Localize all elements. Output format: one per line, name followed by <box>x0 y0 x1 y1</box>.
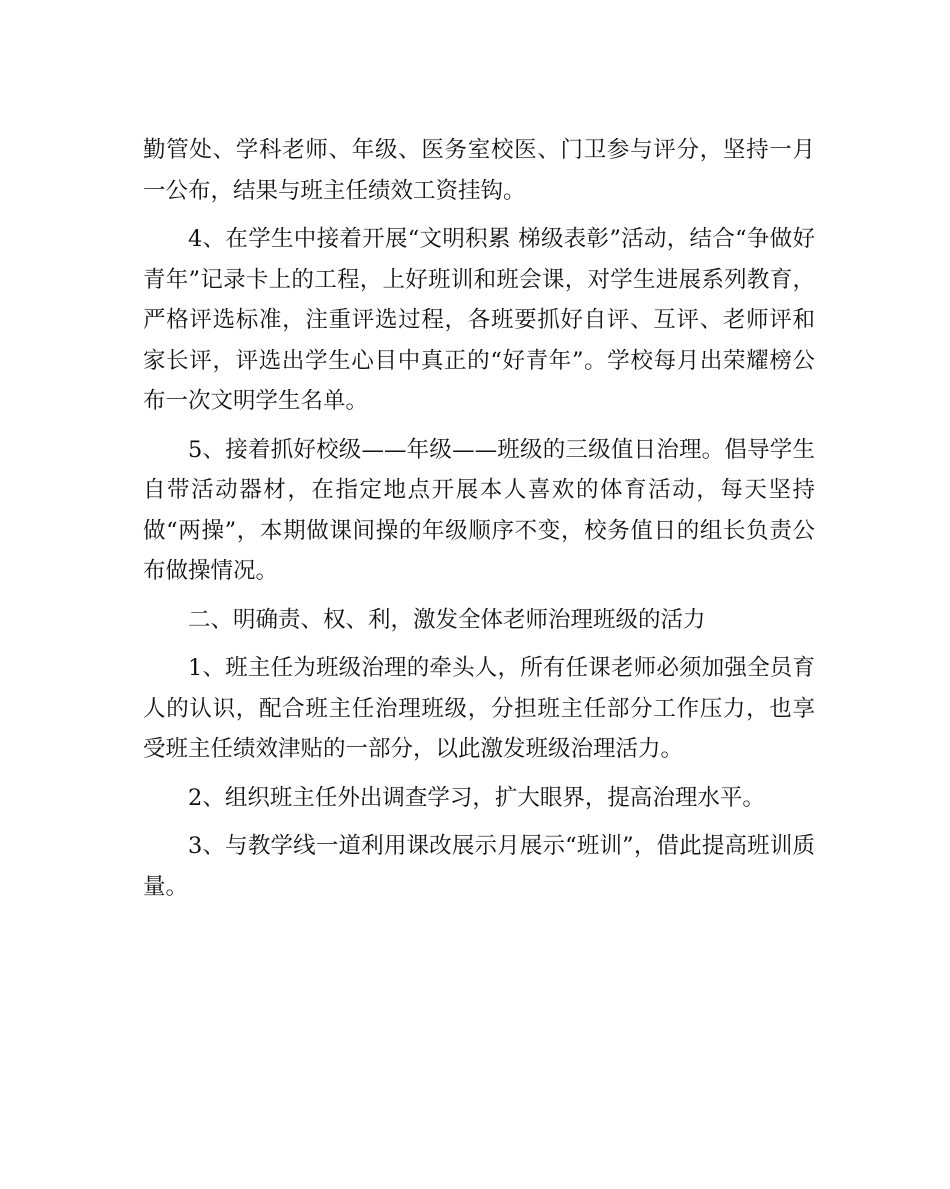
paragraph-item-4: 4、在学生中接着开展“文明积累 梯级表彰”活动，结合“争做好青年”记录卡上的工程，上好班训和班会课，对学生进展系列教育，严格评选标准，注重评选过程，各班要抓好自评、互评、老师评和家长评，评选出学生心目中真正的“好青年”。学校每月出荣耀榜公布一次文明学生名单。 <box>143 226 815 414</box>
document-body <box>143 130 815 915</box>
paragraph-item-1: 1、班主任为班级治理的牵头人，所有任课老师必须加强全员育人的认识，配合班主任治理班级，分担班主任部分工作压力，也享受班主任绩效津贴的一部分，以此激发班级治理活力。 <box>143 655 815 762</box>
paragraph-item-2: 2、组织班主任外出调查学习，扩大眼界，提高治理水平。 <box>188 784 765 811</box>
paragraph-item-3: 3、与教学线一道利用课改展示月展示“班训”，借此提高班训质量。 <box>143 833 815 900</box>
paragraph-continuation: 勤管处、学科老师、年级、医务室校医、门卫参与评分，坚持一月一公布，结果与班主任绩效工资挂钩。 <box>143 137 815 204</box>
section-heading-2: 二、明确责、权、利，激发全体老师治理班级的活力 <box>188 606 706 633</box>
paragraph-item-5: 5、接着抓好校级——年级——班级的三级值日治理。倡导学生自带活动器材，在指定地点开展本人喜欢的体育活动，每天坚持做“两操”，本期做课间操的年级顺序不变，校务值日的组长负责公布做操情况。 <box>143 436 815 584</box>
